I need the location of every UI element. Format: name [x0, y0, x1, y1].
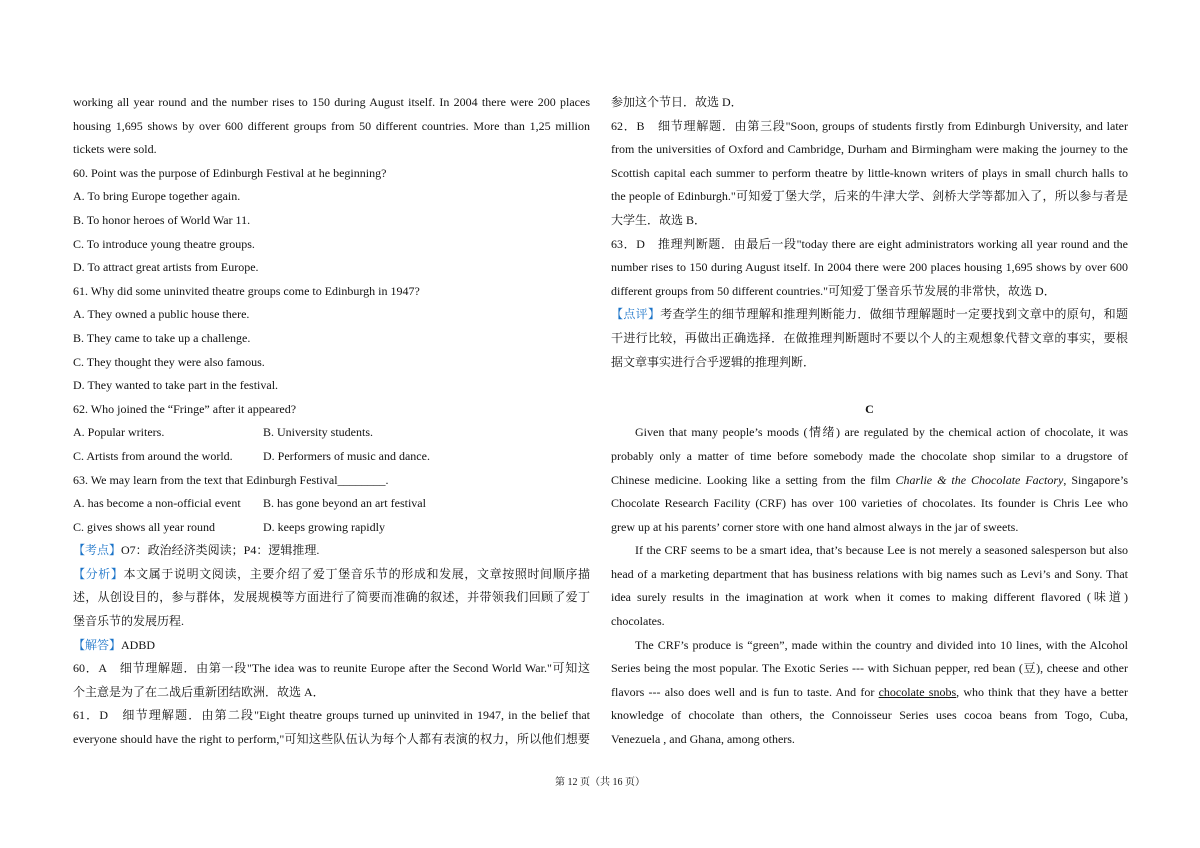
answer-60-line: 60．A 细节理解题．由第一段"The idea was to reunite Europe after the Second World War."可知这	[73, 661, 590, 676]
option-60b: B. To honor heroes of World War 11.	[73, 212, 251, 227]
option-60d: D. To attract great artists from Europe.	[73, 260, 259, 275]
fenxi-tag: 【分析】	[73, 566, 124, 581]
answer-61-line: everyone should have the right to perform,"可知这些队伍认为每个人都有表演的权力，所以他们想要	[73, 732, 590, 747]
jieda-tag: 【解答】	[73, 637, 122, 652]
passage-line: Venezuela , and Ghana, among others.	[611, 732, 795, 747]
answer-60-line: 个主意是为了在二战后重新团结欧洲．故选 A．	[73, 684, 325, 699]
answer-63-line: number rises to 150 during August itself. In 2004 there were 200 places housing 1,695 shows by over 600	[611, 260, 1128, 275]
option-62c: C. Artists from around the world.	[73, 448, 233, 463]
text-run: flavors --- also does well and is fun to taste. And for	[611, 684, 879, 699]
question-61: 61. Why did some uninvited theatre groups come to Edinburgh in 1947?	[73, 283, 420, 298]
options-62-ab	[73, 421, 590, 445]
kaodian-line	[73, 539, 590, 563]
answer-63-line: different groups from 50 different countries."可知爱丁堡音乐节发展的非常快，故选 D．	[611, 283, 1056, 298]
passage-line: knowledge of chocolate than others, the Connoisseur Series uses cocoa beans from Togo, Cuba,	[611, 708, 1128, 723]
text-run: , Singapore’s	[1063, 472, 1128, 487]
passage-line: idea surely results in the imagination at work when it comes to making different flavored (味道)	[611, 590, 1128, 605]
option-62b: B. University students.	[263, 425, 373, 440]
underlined-phrase: chocolate snobs	[878, 684, 957, 699]
jieda-text: ADBD	[121, 637, 156, 652]
options-63-cd	[73, 516, 590, 540]
passage-line: working all year round and the number rises to 150 during August itself. In 2004 there were 200 places	[73, 95, 590, 109]
kaodian-tag: 【考点】	[73, 543, 122, 558]
dianping-tag: 【点评】	[611, 307, 661, 322]
answer-61-line: 61．D 细节理解题．由第二段"Eight theatre groups turned up uninvited in 1947, in the belief that	[73, 708, 590, 723]
question-60: 60. Point was the purpose of Edinburgh Festival at he beginning?	[73, 165, 387, 180]
passage-line: probably only a matter of time before somebody made the chocolate shop similar to a drugstore of	[611, 448, 1128, 463]
options-63-ab	[73, 492, 590, 516]
option-60a: A. To bring Europe together again.	[73, 189, 241, 204]
question-62: 62. Who joined the “Fringe” after it appeared?	[73, 401, 297, 416]
answer-63-line: 63．D 推理判断题．由最后一段"today there are eight administrators working all year round and the	[611, 236, 1128, 251]
right-column	[611, 91, 1128, 752]
passage-line: Given that many people’s moods (情绪) are regulated by the chemical action of chocolate, it was	[635, 425, 1128, 440]
option-63a: A. has become a non-official event	[73, 496, 241, 511]
left-column	[73, 91, 590, 752]
fenxi-text: 本文属于说明文阅读，主要介绍了爱丁堡音乐节的形成和发展，文章按照时间顺序描	[123, 566, 590, 581]
answer-62-line: 62．B 细节理解题．由第三段"Soon, groups of students firstly from Edinburgh University, and later	[611, 118, 1128, 133]
passage-line: Series being the most popular. The Exotic Series --- with Sichuan pepper, red bean (豆), cheese and other	[611, 661, 1128, 676]
page-number: 第 12 页（共 16 页）	[555, 777, 645, 788]
dianping-line: 据文章事实进行合乎逻辑的推理判断．	[611, 354, 816, 369]
answer-62-line: 大学生．故选 B．	[611, 212, 707, 227]
passage-line: tickets were sold.	[73, 142, 157, 157]
film-title: Charlie & the Chocolate Factory	[895, 472, 1064, 487]
spacer	[611, 374, 1128, 398]
text-run: Chinese medicine. Looking like a setting from the film	[611, 472, 896, 487]
dianping-line: 干进行比较，再做出正确选择．在做推理判断题时不要以个人的主观想象代替文章的事实，要根	[611, 330, 1128, 345]
question-63: 63. We may learn from the text that Edinburgh Festival________.	[73, 472, 389, 487]
passage-line	[611, 681, 1128, 705]
option-62a: A. Popular writers.	[73, 425, 165, 440]
option-60c: C. To introduce young theatre groups.	[73, 236, 255, 251]
option-61a: A. They owned a public house there.	[73, 307, 250, 322]
kaodian-text: O7：政治经济类阅读；P4：逻辑推理.	[121, 543, 320, 558]
passage-line: head of a marketing department that has business relations with big names such as Levi’s and Sony. That	[611, 566, 1128, 581]
passage-line: chocolates.	[611, 614, 665, 629]
jieda-line	[73, 634, 590, 658]
answer-61-line: 参加这个节日．故选 D．	[611, 95, 743, 109]
option-62d: D. Performers of music and dance.	[263, 448, 430, 463]
option-61c: C. They thought they were also famous.	[73, 354, 265, 369]
fenxi-line: 述，从创设目的，参与群体，发展规模等方面进行了简要而准确的叙述，并带领我们回顾了爱丁	[73, 590, 590, 605]
passage-line: If the CRF seems to be a smart idea, that’s because Lee is not merely a seasoned salesperson but also	[635, 543, 1128, 558]
fenxi-line	[73, 563, 590, 587]
dianping-line	[611, 303, 1128, 327]
option-63d: D. keeps growing rapidly	[263, 519, 385, 534]
answer-62-line: from the universities of Oxford and Cambridge, Durham and Birmingham were making the journey to the	[611, 142, 1128, 157]
answer-62-line: the people of Edinburgh."可知爱丁堡大学，后来的牛津大学、剑桥大学等都加入了，所以参与者是	[611, 189, 1128, 204]
answer-62-line: Scottish capital each summer to perform theatre by little-known writers of plays in small church halls to	[611, 165, 1128, 180]
passage-line: grew up at his parents’ corner store with one hand almost always in the jar of sweets.	[611, 519, 1019, 534]
passage-line: The CRF’s produce is “green”, made within the country and divided into 10 lines, with the Alcohol	[635, 637, 1128, 652]
fenxi-line: 堡音乐节的发展历程.	[73, 614, 185, 629]
options-62-cd	[73, 445, 590, 469]
dianping-text: 考查学生的细节理解和推理判断能力．做细节理解题时一定要找到文章中的原句，和题	[660, 307, 1128, 322]
option-63c: C. gives shows all year round	[73, 519, 215, 534]
passage-line: Chocolate Research Facility (CRF) has over 100 varieties of chocolates. Its founder is Chris Lee who	[611, 496, 1128, 511]
option-63b: B. has gone beyond an art festival	[263, 496, 426, 511]
section-heading: C	[865, 401, 874, 416]
option-61d: D. They wanted to take part in the festival.	[73, 378, 279, 393]
text-run: , who think that they have a better	[956, 684, 1128, 699]
passage-line	[611, 469, 1128, 493]
option-61b: B. They came to take up a challenge.	[73, 330, 251, 345]
passage-line: housing 1,695 shows by over 600 different groups from 50 different countries. More than 1,25 million	[73, 118, 590, 133]
